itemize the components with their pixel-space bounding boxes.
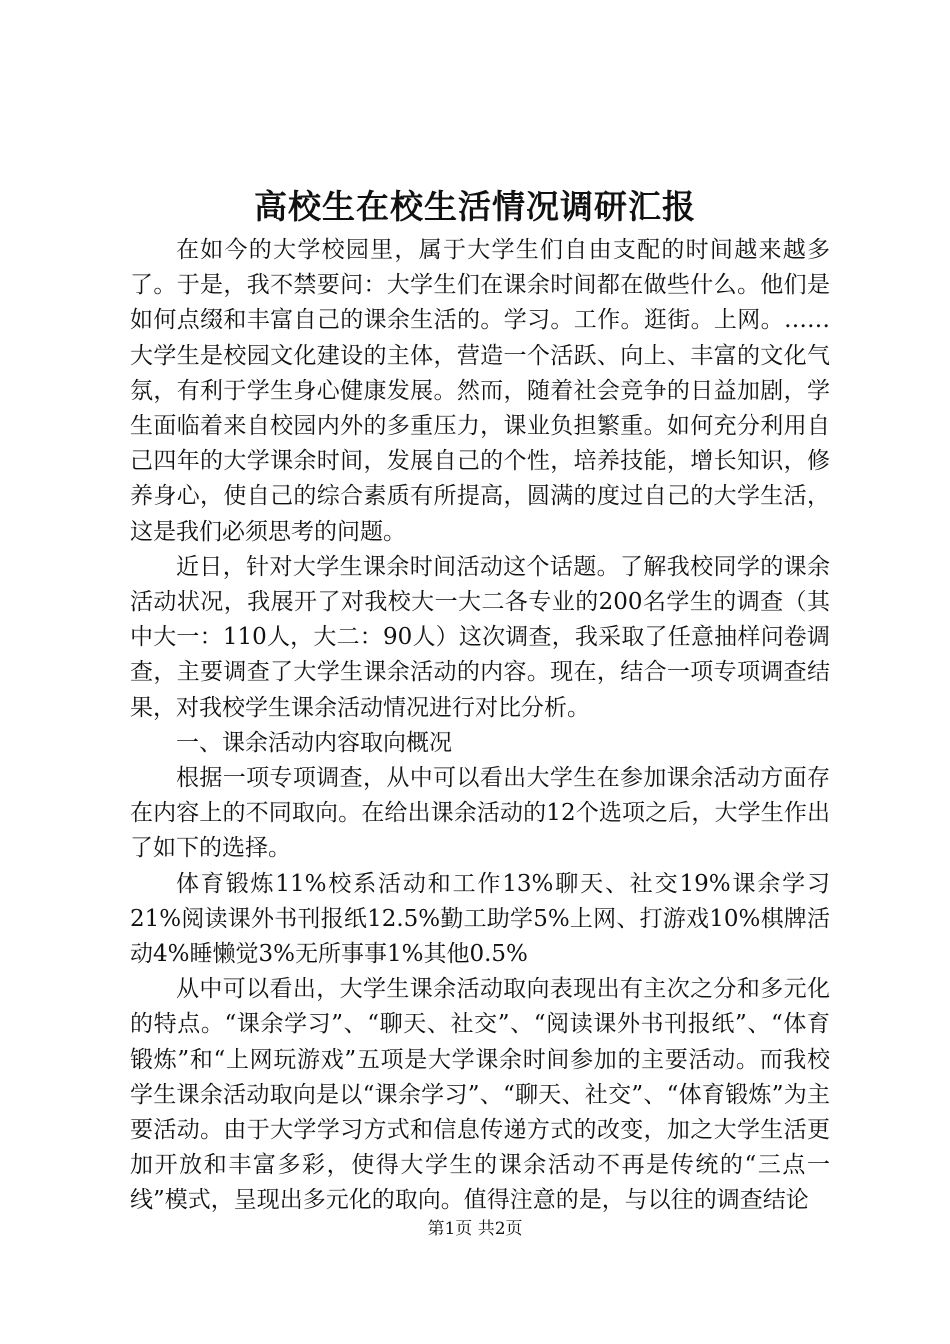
document-body: [130, 233, 830, 1219]
page-footer: 第1页 共2页: [427, 1219, 523, 1239]
paragraph-survey: 近日，针对大学生课余时间活动这个话题。了解我校同学的课余活动状况，我展开了对我校大一大二各专业的200名学生的调查（其中大一：110人，大二：90人）这次调查，我采取了任意抽样问卷调查，主要调查了大学生课余活动的内容。现在，结合一项专项调查结果，对我校学生课余活动情况进行对比分析。: [130, 553, 830, 721]
section-heading: 一、课余活动内容取向概况: [176, 729, 452, 756]
document-title: 高校生在校生活情况调研汇报: [254, 187, 696, 226]
paragraph-analysis: 从中可以看出，大学生课余活动取向表现出有主次之分和多元化的特点。“课余学习”、“聊天、社交”、“阅读课外书刊报纸”、“体育锻炼”和“上网玩游戏”五项是大学课余时间参加的主要活动。而我校学生课余活动取向是以“课余学习”、“聊天、社交”、“体育锻炼”为主要活动。由于大学学习方式和信息传递方式的改变，加之大学生活更加开放和丰富多彩，使得大学生的课余活动不再是传统的“三点一线”模式，呈现出多元化的取向。值得注意的是，与以往的调查结论: [130, 976, 830, 1214]
paragraph-intro: 在如今的大学校园里，属于大学生们自由支配的时间越来越多了。于是，我不禁要问：大学生们在课余时间都在做些什么。他们是如何点缀和丰富自己的课余生活的。学习。工作。逛街。上网。……大学生是校园文化建设的主体，营造一个活跃、向上、丰富的文化气氛，有利于学生身心健康发展。然而，随着社会竞争的日益加剧，学生面临着来自校园内外的多重压力，课业负担繁重。如何充分利用自己四年的大学课余时间，发展自己的个性，培养技能，增长知识，修养身心，使自己的综合素质有所提高，圆满的度过自己的大学生活，这是我们必须思考的问题。: [130, 237, 830, 545]
paragraph-choices-intro: 根据一项专项调查，从中可以看出大学生在参加课余活动方面存在内容上的不同取向。在给出课余活动的12个选项之后，大学生作出了如下的选择。: [130, 765, 830, 862]
paragraph-percentages: 体育锻炼11%校系活动和工作13%聊天、社交19%课余学习21%阅读课外书刊报纸12.5%勤工助学5%上网、打游戏10%棋牌活动4%睡懒觉3%无所事事1%其他0.5%: [130, 870, 830, 968]
